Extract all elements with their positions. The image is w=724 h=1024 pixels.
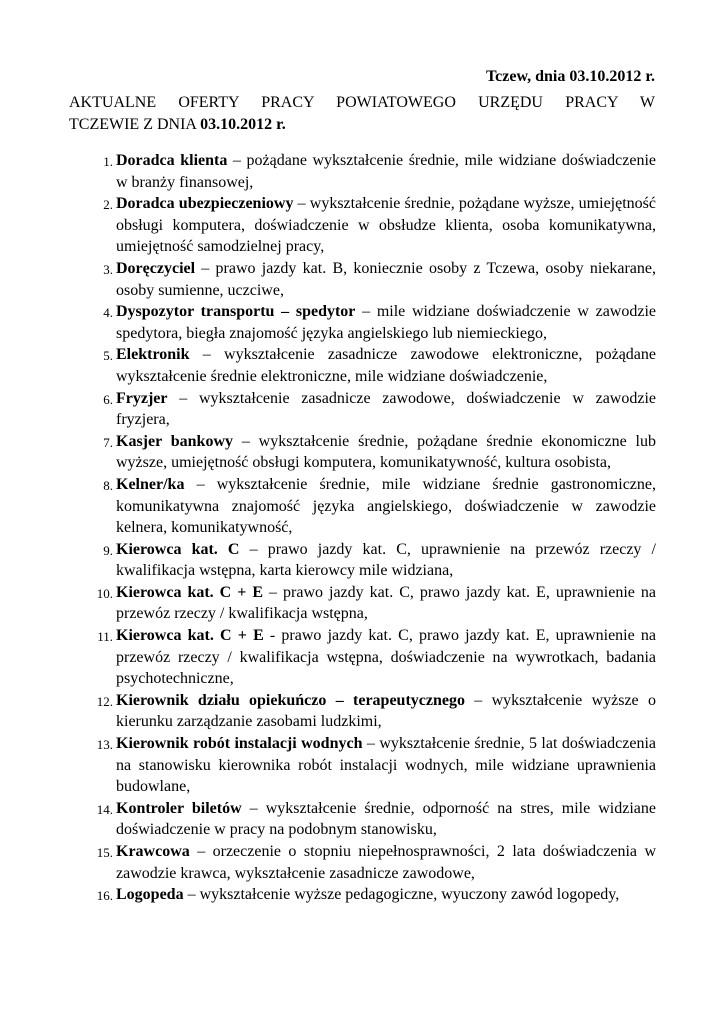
offer-number: 13. [96,737,113,753]
job-offer-item [69,884,656,906]
job-offer-item [69,431,656,474]
offer-description: – mile widziane doświadczenie w zawodzie spedytora, biegła znajomość języka angielskiego lub niemieckiego, [116,303,657,342]
offer-title: Doręczyciel [116,259,196,277]
job-offer-item [69,625,656,690]
offer-title: Kontroler biletów [116,799,242,817]
heading-date: 03.10.2012 r. [200,116,286,133]
offer-description: – orzeczenie o stopniu niepełnosprawności, 2 lata doświadczenia w zawodzie krawca, wykształcenie zasadnicze zawodowe, [116,843,656,882]
offer-title: Doradca ubezpieczeniowy [116,195,294,213]
job-offer-item [69,150,656,193]
offer-description: – wykształcenie średnie, odporność na stres, mile widziane doświadczenie w pracy na podobnym stanowisku, [116,799,656,839]
job-offer-item [69,582,656,625]
job-offer-item [69,733,656,798]
offer-title: Kierowca kat. C + E [116,583,264,601]
heading-line-1: AKTUALNE OFERTY PRACY POWIATOWEGO URZĘDU PRACY W [69,94,655,111]
job-offer-item [69,258,656,301]
offer-description: – pożądane wykształcenie średnie, mile widziane doświadczenie w branży finansowej, [116,152,656,191]
offer-description: – prawo jazdy kat. C, uprawnienie na przewóz rzeczy / kwalifikacja wstępna, karta kierowcy mile widziana, [116,540,656,580]
offer-number: 10. [96,585,113,601]
job-offer-item [69,193,656,258]
offer-number: 3. [103,261,113,277]
offer-description: – prawo jazdy kat. B, koniecznie osoby z Tczewa, osoby niekarane, osoby sumienne, uczciwe, [116,259,656,299]
offer-title: Logopeda [116,886,184,904]
job-offer-item [69,841,656,884]
job-offer-item [69,344,656,387]
offer-title: Kierownik robót instalacji wodnych [116,735,363,753]
offer-number: 11. [97,629,113,645]
offer-description: - prawo jazdy kat. C, prawo jazdy kat. E, uprawnienie na przewóz rzeczy / kwalifikacja wstępna, doświadczenie na wywrotkach, badania psychotechniczne, [116,627,657,688]
offer-description: – wykształcenie wyższe o kierunku zarządzanie zasobami ludzkimi, [116,691,656,731]
job-offer-item [69,690,656,733]
offer-title: Dyspozytor transportu – spedytor [116,303,356,321]
offer-title: Kelner/ka [116,475,185,493]
offer-number: 1. [103,154,113,169]
job-offer-item [69,798,656,841]
job-offer-item [69,301,656,344]
offer-title: Kierowca kat. C [116,540,240,558]
offer-description: – wykształcenie średnie, mile widziane średnie gastronomiczne, komunikatywna znajomość języka angielskiego, doświadczenie w zawodzie kelnera, komunikatywność, [116,475,656,537]
heading-text: TCZEWIE Z DNIA [69,116,201,133]
date-line: Tczew, dnia 03.10.2012 r. [485,68,655,85]
offer-title: Fryzjer [116,389,168,407]
offer-title: Kierowca kat. C + E [116,627,264,645]
offer-number: 6. [103,391,113,407]
job-offer-item [69,474,656,539]
offer-number: 15. [96,845,113,860]
offer-description: – wykształcenie średnie, pożądane wyższe, umiejętność obsługi komputera, doświadczenie w obsłudze klienta, osoba komunikatywna, umiejętność samodzielnej pracy, [116,195,656,256]
offer-description: – wykształcenie średnie, pożądane średnie ekonomiczne lub wyższe, umiejętność obsługi komputera, komunikatywność, kultura osobista, [116,432,656,472]
offer-number: 16. [96,888,113,904]
offer-description: – prawo jazdy kat. C, prawo jazdy kat. E, uprawnienie na przewóz rzeczy / kwalifikacja wstępna, [116,583,657,623]
offer-number: 5. [103,348,113,364]
offer-description: – wykształcenie średnie, 5 lat doświadczenia na stanowisku kierownika robót instalacji wodnych, mile widziane uprawnienia budowlane, [116,735,657,796]
offer-number: 14. [96,801,113,817]
offer-number: 12. [96,693,113,709]
offer-title: Krawcowa [116,843,190,860]
offer-number: 2. [103,197,113,213]
offer-title: Doradca klienta [116,152,228,169]
offer-number: 8. [103,477,113,493]
offer-description: – wykształcenie zasadnicze zawodowe elektroniczne, pożądane wykształcenie średnie elektroniczne, mile widziane doświadczenie, [116,346,656,385]
offer-description: – wykształcenie wyższe pedagogiczne, wyuczony zawód logopedy, [183,886,620,904]
offer-title: Elektronik [116,346,190,364]
job-offer-item [69,539,656,582]
offer-number: 9. [103,542,113,558]
heading-line-2 [69,114,655,136]
offer-number: 7. [103,434,113,450]
offer-number: 4. [103,305,113,321]
job-offers-list [69,150,656,906]
offer-title: Kasjer bankowy [116,432,233,450]
offer-title: Kierownik działu opiekuńczo – terapeutycznego [116,691,465,709]
job-offer-item [69,388,656,431]
document-heading [69,92,655,136]
offer-description: – wykształcenie zasadnicze zawodowe, doświadczenie w zawodzie fryzjera, [116,389,656,429]
